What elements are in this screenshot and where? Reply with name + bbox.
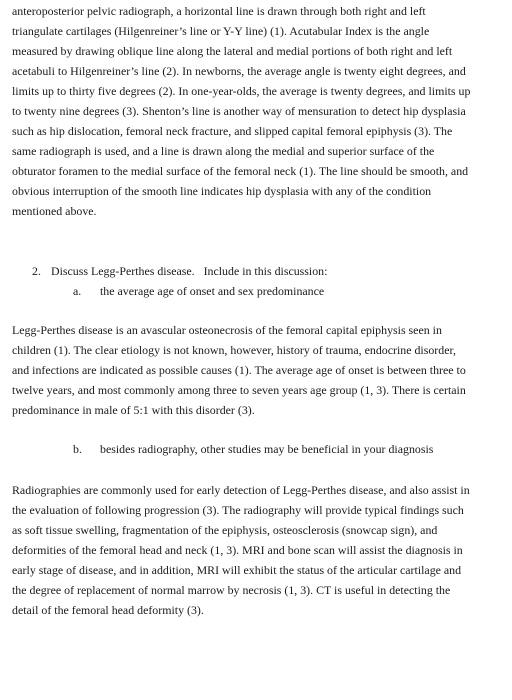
text-line: triangulate cartilages (Hilgenreiner’s line or Y-Y line) (1). Acutabular Index is the angle bbox=[12, 24, 430, 38]
text-line: deformities of the femoral head and neck (1, 3). MRI and bone scan will assist the diagnosis in bbox=[12, 543, 463, 557]
question-2b bbox=[73, 439, 433, 459]
text-line: obturator foramen to the medial surface of the femoral neck (1). The line should be smooth, and bbox=[12, 164, 469, 178]
text-line: twelve years, and most commonly among three to seven years age group (1, 3). There is certain bbox=[12, 383, 466, 397]
text-line: same radiograph is used, and a line is drawn along the medial and superior surface of the bbox=[12, 144, 435, 158]
text-line: measured by drawing oblique line along the lateral and medial portions of both right and left bbox=[12, 44, 453, 58]
text-line: such as hip dislocation, femoral neck fracture, and slipped capital femoral epiphysis (3). The bbox=[12, 124, 453, 138]
text-line: children (1). The clear etiology is not known, however, history of trauma, endocrine disorder, bbox=[12, 343, 456, 357]
text-line: detail of the femoral head deformity (3). bbox=[12, 603, 204, 617]
question-2 bbox=[32, 261, 327, 281]
text-line: and infections are indicated as possible causes (1). The average age of onset is between three to bbox=[12, 363, 466, 377]
question-text: Discuss Legg-Perthes disease. Include in this discussion: bbox=[51, 264, 328, 278]
question-number: 2. bbox=[32, 264, 41, 278]
question-2a bbox=[73, 281, 324, 301]
sub-question-text: the average age of onset and sex predominance bbox=[100, 284, 325, 298]
sub-question-letter: a. bbox=[73, 284, 82, 298]
text-line: acetabuli to Hilgenreiner’s line (2). In newborns, the average angle is twenty eight degrees, and bbox=[12, 64, 466, 78]
paragraph-radiographic-lines bbox=[12, 1, 488, 221]
text-line: to twenty nine degrees (3). Shenton’s line is another way of mensuration to detect hip dysplasia bbox=[12, 104, 466, 118]
text-line: obvious interruption of the smooth line indicates hip dysplasia with any of the condition bbox=[12, 184, 432, 198]
text-line: predominance in male of 5:1 with this disorder (3). bbox=[12, 403, 255, 417]
text-line: Radiographies are commonly used for early detection of Legg-Perthes disease, and also assist in bbox=[12, 483, 470, 497]
paragraph-diagnostic-studies bbox=[12, 480, 488, 620]
sub-question-letter: b. bbox=[73, 442, 82, 456]
text-line: mentioned above. bbox=[12, 204, 97, 218]
text-line: anteroposterior pelvic radiograph, a horizontal line is drawn through both right and left bbox=[12, 4, 426, 18]
text-line: the evaluation of following progression (3). The radiography will provide typical findings such bbox=[12, 503, 464, 517]
text-line: Legg-Perthes disease is an avascular osteonecrosis of the femoral capital epiphysis seen in bbox=[12, 323, 442, 337]
text-line: limits up to thirty five degrees (2). In one-year-olds, the average is twenty degrees, and limits up bbox=[12, 84, 471, 98]
text-line: early stage of disease, and in addition, MRI will exhibit the status of the articular cartilage and bbox=[12, 563, 462, 577]
paragraph-onset-and-sex bbox=[12, 320, 488, 420]
text-line: as soft tissue swelling, fragmentation of the epiphysis, osteosclerosis (snowcap sign), and bbox=[12, 523, 438, 537]
sub-question-text: besides radiography, other studies may be beneficial in your diagnosis bbox=[100, 442, 434, 456]
text-line: the degree of replacement of normal marrow by necrosis (1, 3). CT is useful in detecting the bbox=[12, 583, 451, 597]
